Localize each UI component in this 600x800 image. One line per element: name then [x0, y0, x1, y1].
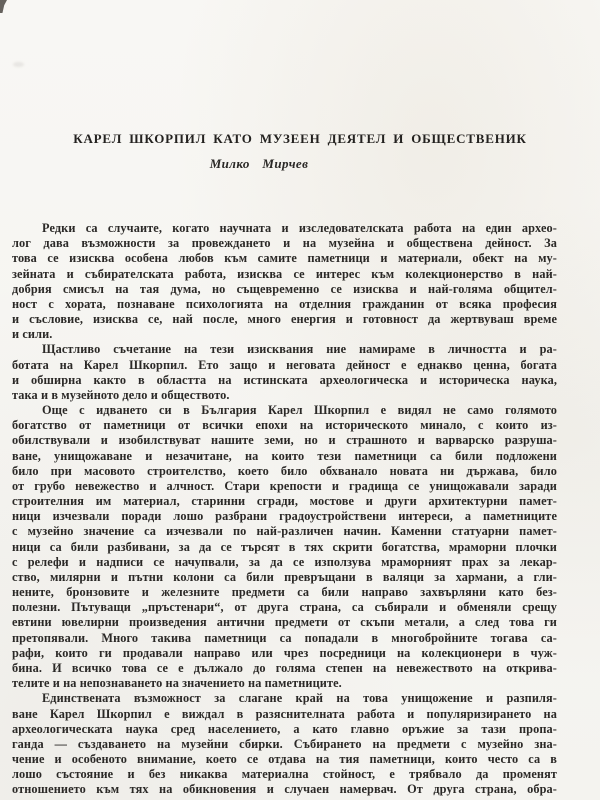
text-line: това се изисква особена любов към самите паметници и материали, обект на му- — [12, 251, 557, 266]
text-line: зейната и събирателската работа, изисква се интерес към колекционерство в най- — [12, 266, 557, 281]
text-line: обилствували и изобилствуват нашите земи, но и страшното и варварско разруша- — [12, 433, 557, 448]
text-line: ници изчезвали поради лошо разбрани градоустройствени интереси, а паметниците — [12, 509, 557, 524]
text-line: лог дава възможности за провеждането и на музейна и обществена дейност. За — [12, 236, 557, 251]
text-line: лошо състояние и без никаква материална стойност, е трябвало да променят — [12, 767, 557, 782]
text-line: полезни. Пътуващи „пръстенари“, от друга страна, са събирали и обменяли срещу — [12, 600, 557, 615]
text-line: и обширна както в областта на истинската археологическа и историческа наука, — [12, 372, 557, 387]
text-line: ганда — създаването на музейни сбирки. Събирането на предмети с музейно зна- — [12, 736, 557, 751]
text-line: с музейно значение са изчезвали по най-различен начин. Каменни статуарни памет- — [12, 524, 557, 539]
text-line: Още с идването си в България Карел Шкорпил е видял не само голямото — [42, 403, 557, 418]
text-line: отношението към тях на обикновения и случаен намервач. От друга страна, обра- — [12, 782, 557, 797]
text-line: така и в музейното дело и обществото. — [12, 387, 230, 402]
text-line: Щастливо съчетание на тези изисквания ние намираме в личността и ра- — [42, 342, 557, 357]
text-line: ство, милярни и пътни колони са били превръщани в валяци за хармани, а гли- — [12, 569, 557, 584]
text-line: чение и особеното внимание, което се отдава на тия паметници, които често са в — [12, 752, 557, 767]
page-title: КАРЕЛ ШКОРПИЛ КАТО МУЗЕЕН ДЕЯТЕЛ И ОБЩЕСТВЕНИК — [73, 131, 527, 146]
text-line: от грубо невежество и алчност. Стари крепости и градища се унищожавали заради — [12, 478, 557, 493]
text-line: и съсловие, изисква се, най после, много енергия и готовност да жертвуваш време — [12, 312, 557, 327]
article-body — [12, 221, 557, 798]
text-line: добрия смисъл на тая дума, но същевременно се изисква и най-голяма общител- — [12, 281, 557, 296]
text-line: Единствената възможност за слагане край на това унищожение и разпиля- — [42, 691, 557, 706]
text-line: бина. И всичко това се е дължало до голяма степен на невежеството на открива- — [12, 660, 557, 675]
text-line: ване Карел Шкорпил е виждал в разяснителната работа и популяризирането на — [12, 706, 557, 721]
scan-corner-artifact — [0, 0, 7, 13]
text-line: археологическата наука сред населението, а като главно оръжие за тази пропа- — [12, 721, 557, 736]
text-line: и сили. — [12, 327, 53, 342]
text-line: претопявали. Много такива паметници са попадали в многобройните тогава са- — [12, 630, 557, 645]
text-line: телите и на непознаването на значението на паметниците. — [12, 676, 342, 691]
text-line: ност с хората, познаване психологията на отделния гражданин от всяка професия — [12, 296, 557, 311]
text-line: ници са били разбивани, за да се търсят в тях скрити богатства, мраморни плочки — [12, 539, 557, 554]
author-name: Милко Мирчев — [209, 156, 309, 171]
text-line: ване, унищожаване и незачитане, на които тези паметници са били подложени — [12, 448, 557, 463]
text-line: евтини ювелирни произведения антични предмети от скъпи метали, а след това ги — [12, 615, 557, 630]
scan-smudge — [13, 62, 24, 67]
text-line: било при масовото строителство, което било обхванало новата ни държава, било — [12, 463, 557, 478]
text-line: нените, бронзовите и железните предмети са били направо захвърляни като без- — [12, 585, 557, 600]
text-line: ботата на Карел Шкорпил. Ето защо и неговата дейност е еднакво ценна, богата — [12, 357, 557, 372]
text-line: богатство от паметници от всички епохи на историческото минало, с които из- — [12, 418, 557, 433]
text-line: Редки са случаите, когато научната и изследователската работа на един архео- — [42, 221, 557, 235]
text-line: рафи, които ги продавали направо или чрез посредници на колекционери в чуж- — [12, 645, 557, 660]
text-line: строителния им материал, старинни сгради, мостове и други архитектурни памет- — [12, 494, 557, 509]
text-line: с релефи и надписи се начупвали, за да се използува мраморният прах за лекар- — [12, 554, 557, 569]
